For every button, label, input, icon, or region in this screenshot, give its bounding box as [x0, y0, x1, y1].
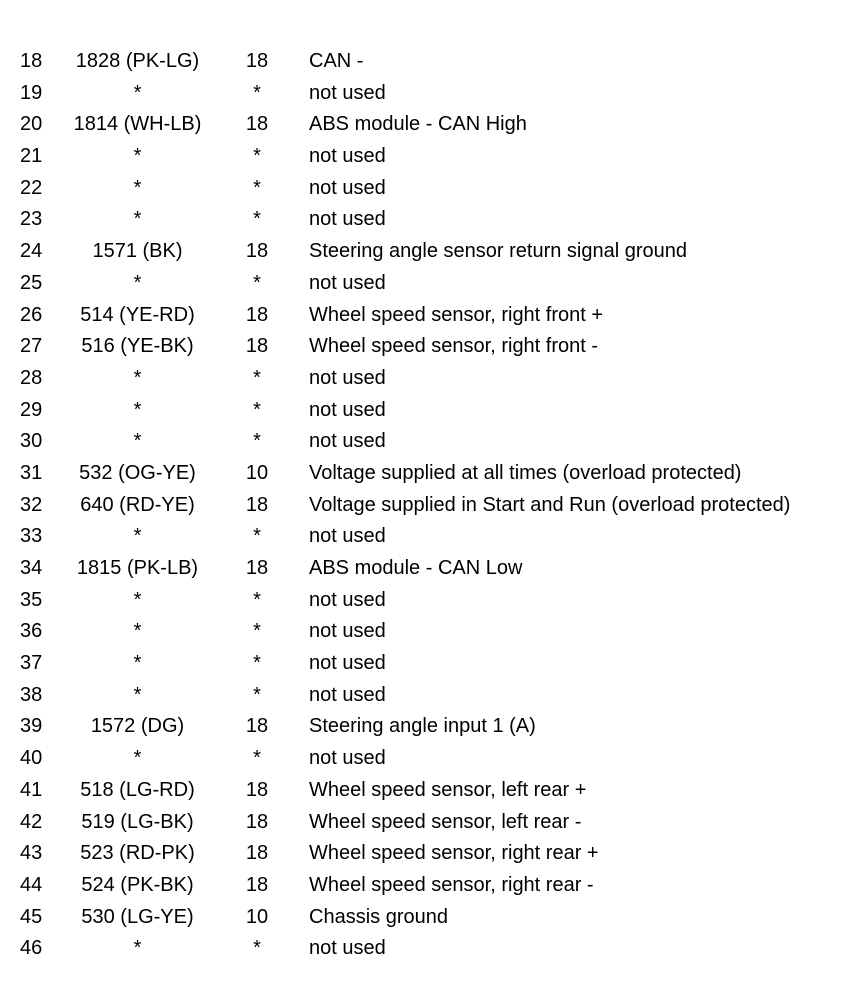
pin-number: 33	[20, 525, 43, 548]
circuit-id: *	[133, 652, 142, 675]
circuit-description: not used	[309, 430, 386, 453]
circuit-id: 519 (LG-BK)	[81, 810, 194, 833]
table-row	[20, 933, 850, 965]
pin-number: 25	[20, 271, 43, 294]
circuit-description: Wheel speed sensor, left rear -	[309, 810, 582, 833]
pin-number: 42	[20, 810, 43, 833]
table-row	[20, 553, 850, 585]
circuit-id: *	[133, 525, 142, 548]
pin-number: 37	[20, 652, 43, 675]
table-row	[20, 141, 850, 173]
circuit-id: *	[133, 747, 142, 770]
circuit-id: *	[133, 430, 142, 453]
circuit-id: *	[133, 271, 142, 294]
circuit-id: 1815 (PK-LB)	[76, 557, 199, 579]
wire-gauge: *	[253, 937, 261, 960]
circuit-id: *	[133, 366, 142, 389]
pin-number: 18	[20, 50, 43, 72]
pin-number: 38	[20, 683, 43, 706]
pin-number: 28	[20, 366, 43, 389]
pin-number: 32	[20, 493, 43, 516]
wire-gauge: *	[253, 208, 261, 231]
table-row	[20, 775, 850, 807]
wire-gauge: 10	[245, 905, 269, 928]
table-row	[20, 680, 850, 712]
circuit-description: not used	[309, 525, 386, 548]
circuit-id: *	[133, 208, 142, 231]
wire-gauge: 18	[245, 50, 269, 72]
wire-gauge: *	[253, 145, 261, 168]
pin-number: 19	[20, 81, 43, 104]
circuit-id: 532 (OG-YE)	[79, 461, 196, 484]
circuit-id: *	[133, 398, 142, 421]
circuit-id: 523 (RD-PK)	[80, 842, 195, 865]
wire-gauge: 18	[245, 493, 269, 516]
wire-gauge: *	[253, 525, 261, 548]
table-row	[20, 109, 850, 141]
circuit-description: not used	[309, 208, 386, 231]
wire-gauge: *	[253, 81, 261, 104]
table-row	[20, 490, 850, 522]
circuit-id: *	[133, 683, 142, 706]
pin-number: 35	[20, 588, 43, 611]
table-row	[20, 838, 850, 870]
circuit-id: 514 (YE-RD)	[80, 303, 195, 326]
circuit-id: 518 (LG-RD)	[80, 778, 195, 801]
table-row	[20, 78, 850, 110]
circuit-description: Wheel speed sensor, right rear -	[309, 873, 594, 896]
pin-number: 30	[20, 430, 43, 453]
circuit-description: not used	[309, 683, 386, 706]
circuit-description: not used	[309, 81, 386, 104]
circuit-description: not used	[309, 176, 386, 199]
circuit-description: not used	[309, 398, 386, 421]
circuit-id: 530 (LG-YE)	[81, 905, 194, 928]
table-row	[20, 585, 850, 617]
table-row	[20, 870, 850, 902]
circuit-id: *	[133, 81, 142, 104]
table-row	[20, 743, 850, 775]
pin-number: 20	[20, 113, 43, 136]
pin-number: 22	[20, 176, 43, 199]
table-row	[20, 616, 850, 648]
wire-gauge: 18	[245, 842, 269, 865]
table-row	[20, 426, 850, 458]
circuit-description: not used	[309, 366, 386, 389]
table-row	[20, 458, 850, 490]
pin-number: 27	[20, 335, 43, 358]
wire-gauge: 18	[245, 240, 269, 263]
circuit-id: 640 (RD-YE)	[80, 493, 195, 516]
circuit-description: ABS module - CAN Low	[309, 557, 523, 579]
table-row	[20, 902, 850, 934]
wire-gauge: *	[253, 588, 261, 611]
pin-number: 34	[20, 557, 43, 579]
wire-gauge: 18	[245, 113, 269, 136]
circuit-description: Steering angle input 1 (A)	[309, 715, 536, 738]
circuit-id: 1814 (WH-LB)	[73, 113, 202, 136]
pin-number: 41	[20, 778, 43, 801]
circuit-description: Wheel speed sensor, right front +	[309, 303, 604, 326]
wire-gauge: 18	[245, 557, 269, 579]
circuit-description: Wheel speed sensor, right rear +	[309, 842, 599, 865]
wire-gauge: *	[253, 430, 261, 453]
circuit-description: not used	[309, 620, 386, 643]
wire-gauge: *	[253, 683, 261, 706]
circuit-description: Wheel speed sensor, left rear +	[309, 778, 587, 801]
table-row	[20, 395, 850, 427]
circuit-description: ABS module - CAN High	[309, 113, 527, 136]
table-row	[20, 711, 850, 743]
table-row	[20, 236, 850, 268]
table-row	[20, 363, 850, 395]
wire-gauge: 18	[245, 715, 269, 738]
circuit-id: *	[133, 176, 142, 199]
pin-number: 31	[20, 461, 43, 484]
circuit-id: 1828 (PK-LG)	[75, 50, 200, 72]
circuit-id: *	[133, 937, 142, 960]
pin-number: 36	[20, 620, 43, 643]
wire-gauge: *	[253, 398, 261, 421]
table-row	[20, 300, 850, 332]
circuit-id: 524 (PK-BK)	[81, 873, 194, 896]
pin-number: 39	[20, 715, 43, 738]
wire-gauge: 18	[245, 778, 269, 801]
circuit-id: *	[133, 145, 142, 168]
table-row	[20, 173, 850, 205]
wire-gauge: 18	[245, 303, 269, 326]
circuit-description: not used	[309, 271, 386, 294]
pin-number: 29	[20, 398, 43, 421]
circuit-description: not used	[309, 652, 386, 675]
pin-number: 23	[20, 208, 43, 231]
circuit-description: not used	[309, 937, 386, 960]
table-row	[20, 268, 850, 300]
wire-gauge: *	[253, 620, 261, 643]
circuit-description: CAN -	[309, 50, 364, 72]
circuit-description: Chassis ground	[309, 905, 448, 928]
circuit-description: Voltage supplied in Start and Run (overload protected)	[309, 493, 791, 516]
wire-gauge: *	[253, 747, 261, 770]
pin-number: 44	[20, 873, 43, 896]
circuit-description: Voltage supplied at all times (overload protected)	[309, 461, 742, 484]
pin-number: 26	[20, 303, 43, 326]
table-row	[20, 204, 850, 236]
table-row	[20, 331, 850, 363]
connector-pinout-table	[20, 46, 850, 965]
pin-number: 43	[20, 842, 43, 865]
circuit-description: not used	[309, 145, 386, 168]
wire-gauge: 18	[245, 873, 269, 896]
pin-number: 46	[20, 937, 43, 960]
wire-gauge: 18	[245, 335, 269, 358]
wire-gauge: *	[253, 176, 261, 199]
circuit-description: Wheel speed sensor, right front -	[309, 335, 599, 358]
wire-gauge: 10	[245, 461, 269, 484]
pin-number: 45	[20, 905, 43, 928]
pin-number: 40	[20, 747, 43, 770]
circuit-id: 1571 (BK)	[92, 240, 183, 263]
circuit-id: 1572 (DG)	[90, 715, 185, 738]
wire-gauge: *	[253, 366, 261, 389]
table-row	[20, 807, 850, 839]
table-row	[20, 648, 850, 680]
pin-number: 21	[20, 145, 43, 168]
circuit-id: *	[133, 620, 142, 643]
wire-gauge: *	[253, 652, 261, 675]
circuit-description: not used	[309, 747, 386, 770]
wire-gauge: 18	[245, 810, 269, 833]
circuit-id: 516 (YE-BK)	[81, 335, 194, 358]
circuit-description: Steering angle sensor return signal ground	[309, 240, 688, 263]
circuit-description: not used	[309, 588, 386, 611]
circuit-id: *	[133, 588, 142, 611]
wire-gauge: *	[253, 271, 261, 294]
pin-number: 24	[20, 240, 43, 263]
table-row	[20, 521, 850, 553]
table-row	[20, 46, 850, 78]
